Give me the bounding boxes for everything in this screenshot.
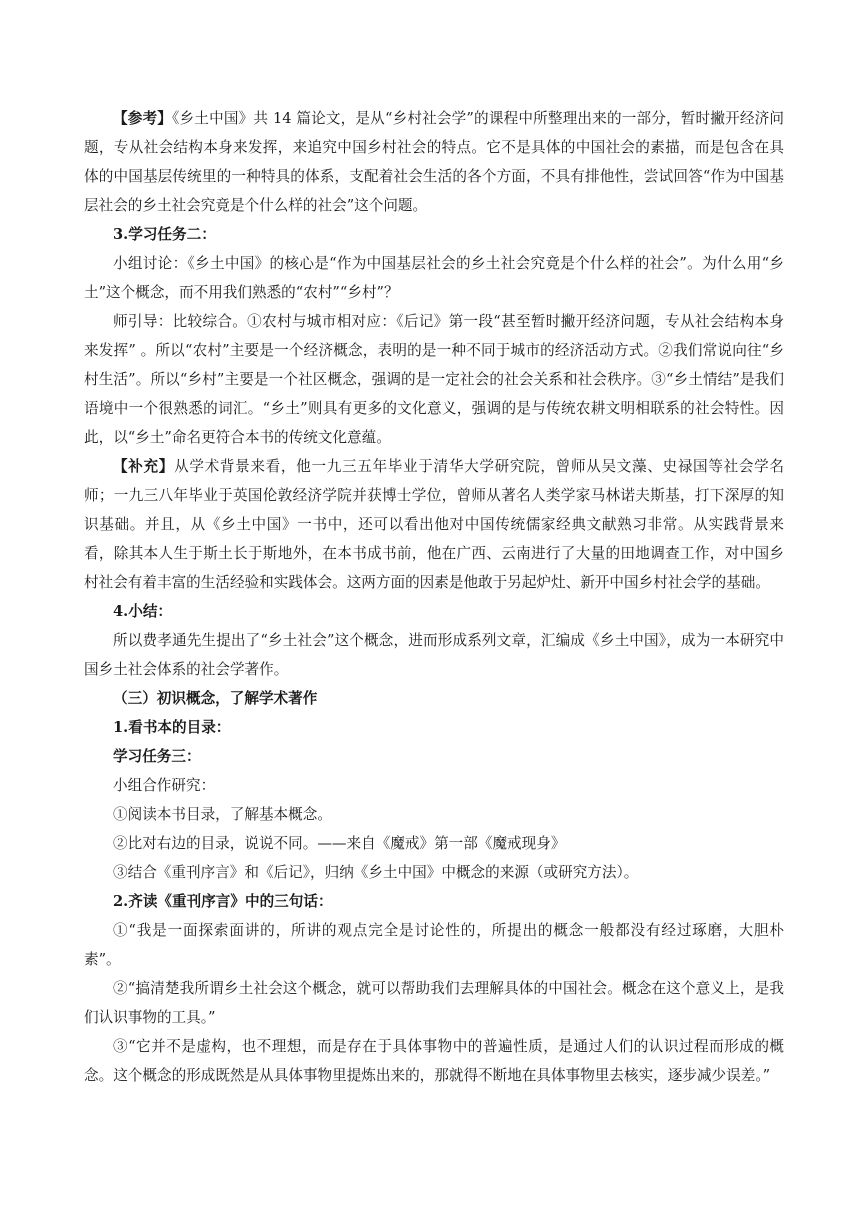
reference-label: 【参考】 xyxy=(113,110,173,127)
task-item-1: ①阅读本书目录，了解基本概念。 xyxy=(113,806,332,823)
task-item-3: ③结合《重刊序言》和《后记》，归纳《乡土中国》中概念的来源（或研究方法）。 xyxy=(113,864,639,881)
quote-1: ①“我是一面探索面讲的，所讲的观点完全是讨论性的，所提出的概念一般都没有经过琢磨，大胆朴素”。 xyxy=(84,922,784,968)
summary-paragraph: 所以费孝通先生提出了“乡土社会”这个概念，进而形成系列文章，汇编成《乡土中国》，成为一本研究中国乡土社会体系的社会学著作。 xyxy=(84,632,784,678)
group-discussion-paragraph: 小组讨论：《乡土中国》的核心是“作为中国基层社会的乡土社会究竟是个什么样的社会”。为什么用“乡土”这个概念，而不用我们熟悉的“农村”“乡村”？ xyxy=(84,255,784,301)
reference-text: 《乡土中国》共 14 篇论文，是从“乡村社会学”的课程中所整理出来的一部分，暂时撇开经济问题，专从社会结构本身来发挥，来追究中国乡村社会的特点。它不是具体的中国社会的素描，而是包含在具体的中国基层传统里的一种特具的体系，支配着社会生活的各个方面，不具有排他性，尝试回答“作为中国基层社会的乡土社会究竟是个什么样的社会”这个问题。 xyxy=(84,110,784,214)
heading-read-preface: 2.齐读《重刊序言》中的三句话： xyxy=(113,893,333,910)
heading-task-two: 3.学习任务二： xyxy=(113,226,216,243)
supplement-paragraph xyxy=(84,452,784,597)
document-body xyxy=(84,104,784,1090)
teacher-guidance-paragraph: 师引导：比较综合。①农村与城市相对应：《后记》第一段“甚至暂时撇开经济问题，专从社会结构本身来发挥” 。所以“农村”主要是一个经济概念，表明的是一种不同于城市的经济活动方式。②我们常说向往“乡村生活”。所以“乡村”主要是一个社区概念，强调的是一定社会的社会关系和社会秩序。③“乡土情结”是我们语境中一个很熟悉的词汇。“乡土”则具有更多的文化意义，强调的是与传统农耕文明相联系的社会特性。因此，以“乡土”命名更符合本书的传统文化意蕴。 xyxy=(84,313,784,446)
supplement-label: 【补充】 xyxy=(113,458,175,475)
reference-paragraph xyxy=(84,104,784,220)
heading-section-three: （三）初识概念，了解学术著作 xyxy=(113,690,318,707)
heading-table-of-contents: 1.看书本的目录： xyxy=(113,719,231,736)
task-item-2: ②比对右边的目录，说说不同。——来自《魔戒》第一部《魔戒现身》 xyxy=(113,835,566,852)
heading-task-three: 学习任务三： xyxy=(113,748,201,765)
quote-2: ②“搞清楚我所谓乡土社会这个概念，就可以帮助我们去理解具体的中国社会。概念在这个意义上，是我们认识事物的工具。” xyxy=(84,980,784,1026)
quote-3: ③“它并不是虚构，也不理想，而是存在于具体事物中的普遍性质，是通过人们的认识过程而形成的概念。这个概念的形成既然是从具体事物里提炼出来的，那就得不断地在具体事物里去核实，逐步减少误差。” xyxy=(84,1038,784,1084)
heading-summary: 4.小结： xyxy=(113,603,173,620)
group-research-paragraph: 小组合作研究： xyxy=(113,777,216,794)
supplement-text: 从学术背景来看，他一九三五年毕业于清华大学研究院，曾师从吴文藻、史禄国等社会学名师；一九三八年毕业于英国伦敦经济学院并获博士学位，曾师从著名人类学家马林诺夫斯基，打下深厚的知识基础。并且，从《乡土中国》一书中，还可以看出他对中国传统儒家经典文献熟习非常。从实践背景来看，除其本人生于斯土长于斯地外，在本书成书前，他在广西、云南进行了大量的田地调查工作，对中国乡村社会有着丰富的生活经验和实践体会。这两方面的因素是他敢于另起炉灶、新开中国乡村社会学的基础。 xyxy=(84,458,784,591)
